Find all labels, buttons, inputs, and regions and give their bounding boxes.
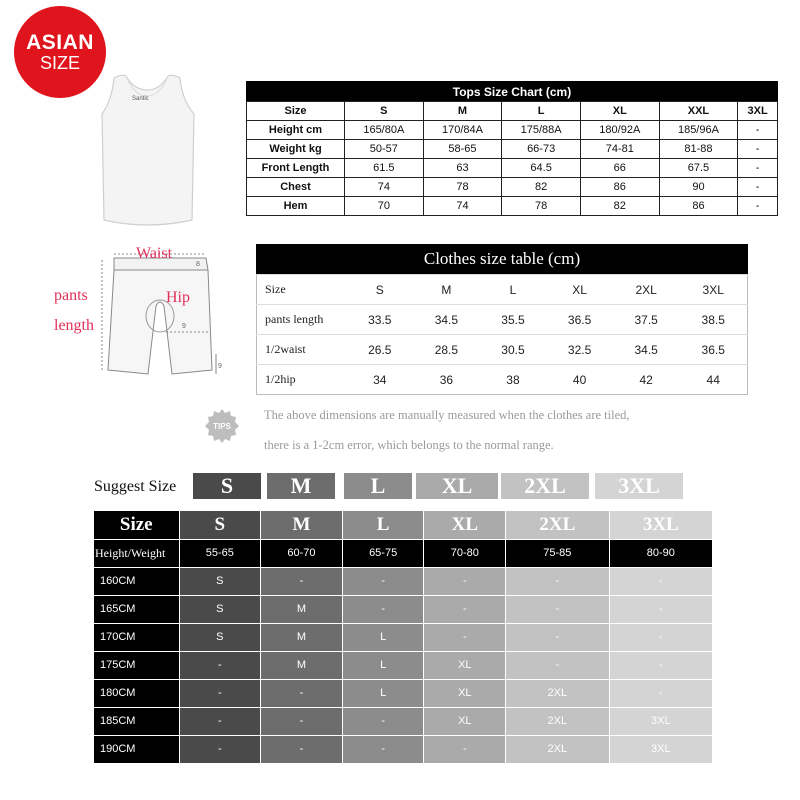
- tops-cell: -: [738, 121, 778, 140]
- grid-size-cell: S: [179, 623, 261, 651]
- tops-cell: 61.5: [345, 159, 424, 178]
- grid-height-label: 180CM: [94, 679, 179, 707]
- clothes-row: [257, 305, 748, 335]
- grid-size-cell: L: [342, 623, 424, 651]
- grid-size-cell: -: [424, 567, 506, 595]
- tops-cell: 66-73: [502, 140, 581, 159]
- grid-size-cell: S: [179, 595, 261, 623]
- grid-size-cell: -: [179, 679, 261, 707]
- clothes-cell: 32.5: [546, 335, 613, 365]
- tops-cell: 165/80A: [345, 121, 424, 140]
- tops-cell: 86: [580, 178, 659, 197]
- tops-cell: 58-65: [423, 140, 502, 159]
- clothes-cell: 38.5: [679, 305, 747, 335]
- grid-size-cell: -: [609, 567, 712, 595]
- grid-size-cell: 2XL: [506, 735, 609, 763]
- grid-size-cell: -: [424, 623, 506, 651]
- tops-cell: 64.5: [502, 159, 581, 178]
- grid-size-cell: -: [424, 735, 506, 763]
- tops-row-label: Hem: [247, 197, 345, 216]
- tops-cell: 170/84A: [423, 121, 502, 140]
- tops-header-cell: L: [502, 102, 581, 121]
- tops-cell: 86: [659, 197, 738, 216]
- tops-header-cell: S: [345, 102, 424, 121]
- vest-illustration: [92, 70, 202, 230]
- tips-line-2: there is a 1-2cm error, which belongs to the normal range.: [264, 438, 554, 452]
- grid-size-header-cell: S: [179, 511, 261, 539]
- suggest-size-chip: M: [267, 473, 335, 499]
- tops-cell: 63: [423, 159, 502, 178]
- grid-size-header-cell: 2XL: [506, 511, 609, 539]
- tops-size-chart: [246, 81, 778, 216]
- grid-size-cell: -: [261, 735, 343, 763]
- grid-corner-cell: Size: [94, 511, 179, 539]
- grid-weight-cell: 80-90: [609, 539, 712, 567]
- tops-cell: 175/88A: [502, 121, 581, 140]
- grid-height-row: [94, 707, 713, 735]
- tops-cell: 180/92A: [580, 121, 659, 140]
- tops-header-cell: XXL: [659, 102, 738, 121]
- clothes-cell: 38: [480, 365, 547, 395]
- tops-cell: -: [738, 197, 778, 216]
- measure-mark-8: 8: [196, 261, 200, 268]
- tops-cell: 70: [345, 197, 424, 216]
- clothes-row: [257, 335, 748, 365]
- size-recommendation-grid: [94, 511, 713, 764]
- grid-size-cell: -: [506, 567, 609, 595]
- grid-size-cell: 3XL: [609, 707, 712, 735]
- clothes-cell: 30.5: [480, 335, 547, 365]
- tops-header-row: [247, 102, 778, 121]
- clothes-cell: 36.5: [546, 305, 613, 335]
- tops-row: [247, 159, 778, 178]
- grid-weight-cell: 75-85: [506, 539, 609, 567]
- suggest-size-chip: 2XL: [501, 473, 589, 499]
- clothes-cell: 37.5: [613, 305, 680, 335]
- grid-size-cell: -: [609, 623, 712, 651]
- grid-size-cell: -: [424, 595, 506, 623]
- tops-cell: 90: [659, 178, 738, 197]
- tips-icon-label: TIPS: [213, 422, 231, 431]
- grid-size-cell: -: [609, 651, 712, 679]
- tops-row: [247, 121, 778, 140]
- clothes-header-cell: L: [480, 275, 547, 305]
- clothes-cell: 28.5: [413, 335, 480, 365]
- tops-cell: 74: [345, 178, 424, 197]
- grid-height-row: [94, 595, 713, 623]
- grid-size-cell: -: [261, 707, 343, 735]
- waist-label: Waist: [136, 245, 173, 262]
- grid-size-cell: 2XL: [506, 707, 609, 735]
- grid-size-cell: L: [342, 679, 424, 707]
- clothes-cell: 36.5: [679, 335, 747, 365]
- tops-row-label: Height cm: [247, 121, 345, 140]
- grid-size-cell: 2XL: [506, 679, 609, 707]
- clothes-header-cell: S: [347, 275, 414, 305]
- grid-size-cell: M: [261, 623, 343, 651]
- suggest-size-label: Suggest Size: [94, 478, 177, 495]
- clothes-cell: 33.5: [347, 305, 414, 335]
- clothes-header-cell: XL: [546, 275, 613, 305]
- suggest-size-chip: L: [344, 473, 412, 499]
- measure-mark-9b: 9: [218, 363, 222, 370]
- tops-cell: 67.5: [659, 159, 738, 178]
- clothes-cell: 26.5: [347, 335, 414, 365]
- grid-height-row: [94, 623, 713, 651]
- badge-line2: SIZE: [39, 52, 80, 73]
- clothes-header-row: [257, 275, 748, 305]
- grid-height-label: 165CM: [94, 595, 179, 623]
- tops-cell: 82: [502, 178, 581, 197]
- grid-size-header-cell: L: [342, 511, 424, 539]
- grid-weight-cell: 65-75: [342, 539, 424, 567]
- tops-cell: -: [738, 159, 778, 178]
- clothes-header-cell: 2XL: [613, 275, 680, 305]
- grid-height-label: 160CM: [94, 567, 179, 595]
- grid-weight-cell: 55-65: [179, 539, 261, 567]
- suggest-size-chip: 3XL: [595, 473, 683, 499]
- grid-size-header-row: [94, 511, 713, 539]
- hip-label: Hip: [166, 289, 190, 306]
- clothes-cell: 42: [613, 365, 680, 395]
- tops-cell: 78: [423, 178, 502, 197]
- grid-size-cell: -: [506, 651, 609, 679]
- grid-height-label: 175CM: [94, 651, 179, 679]
- clothes-cell: 44: [679, 365, 747, 395]
- tops-cell: 78: [502, 197, 581, 216]
- grid-size-cell: -: [506, 595, 609, 623]
- badge-line1: ASIAN: [26, 30, 94, 54]
- grid-height-weight-label: Height/Weight: [94, 539, 179, 567]
- clothes-cell: 36: [413, 365, 480, 395]
- clothes-header-cell: M: [413, 275, 480, 305]
- tops-header-cell: Size: [247, 102, 345, 121]
- grid-size-header-cell: 3XL: [609, 511, 712, 539]
- tops-chart-title: Tops Size Chart (cm): [246, 81, 778, 101]
- shorts-illustration: [96, 246, 226, 386]
- tops-row: [247, 178, 778, 197]
- clothes-cell: 35.5: [480, 305, 547, 335]
- grid-size-cell: -: [342, 707, 424, 735]
- clothes-cell: 40: [546, 365, 613, 395]
- tops-cell: 81-88: [659, 140, 738, 159]
- tops-row: [247, 197, 778, 216]
- grid-size-cell: S: [179, 567, 261, 595]
- tops-cell: 66: [580, 159, 659, 178]
- tips-line-1: The above dimensions are manually measured when the clothes are tiled,: [264, 408, 630, 422]
- grid-size-cell: L: [342, 651, 424, 679]
- grid-height-row: [94, 567, 713, 595]
- grid-size-header-cell: M: [261, 511, 343, 539]
- tops-header-cell: M: [423, 102, 502, 121]
- grid-size-cell: -: [179, 735, 261, 763]
- grid-size-cell: -: [609, 679, 712, 707]
- grid-weight-cell: 70-80: [424, 539, 506, 567]
- clothes-row-label: pants length: [257, 305, 347, 335]
- tops-cell: 185/96A: [659, 121, 738, 140]
- tops-row-label: Chest: [247, 178, 345, 197]
- tops-cell: -: [738, 178, 778, 197]
- grid-size-cell: M: [261, 595, 343, 623]
- tops-cell: 74-81: [580, 140, 659, 159]
- grid-height-label: 185CM: [94, 707, 179, 735]
- clothes-table-title: Clothes size table (cm): [256, 244, 748, 274]
- tops-cell: 50-57: [345, 140, 424, 159]
- measure-mark-9: 9: [182, 323, 186, 330]
- tops-cell: -: [738, 140, 778, 159]
- clothes-cell: 34.5: [413, 305, 480, 335]
- tops-header-cell: 3XL: [738, 102, 778, 121]
- grid-size-cell: -: [506, 623, 609, 651]
- grid-weight-cell: 60-70: [261, 539, 343, 567]
- grid-size-cell: -: [179, 651, 261, 679]
- grid-height-label: 170CM: [94, 623, 179, 651]
- grid-height-row: [94, 679, 713, 707]
- clothes-cell: 34: [347, 365, 414, 395]
- grid-size-cell: XL: [424, 679, 506, 707]
- grid-size-cell: XL: [424, 707, 506, 735]
- vest-brand-logo: Santic: [132, 96, 149, 102]
- grid-size-cell: -: [179, 707, 261, 735]
- tops-row-label: Front Length: [247, 159, 345, 178]
- grid-height-label: 190CM: [94, 735, 179, 763]
- clothes-cell: 34.5: [613, 335, 680, 365]
- clothes-header-cell: 3XL: [679, 275, 747, 305]
- suggest-size-chip: XL: [416, 473, 498, 499]
- length-label: length: [54, 317, 94, 334]
- grid-size-cell: -: [261, 567, 343, 595]
- grid-size-cell: XL: [424, 651, 506, 679]
- suggest-size-chip: S: [193, 473, 261, 499]
- grid-size-cell: -: [342, 567, 424, 595]
- grid-size-cell: -: [261, 679, 343, 707]
- clothes-row-label: 1/2hip: [257, 365, 347, 395]
- clothes-header-cell: Size: [257, 275, 347, 305]
- grid-size-cell: -: [342, 595, 424, 623]
- grid-size-cell: 3XL: [609, 735, 712, 763]
- clothes-size-table: [256, 244, 748, 395]
- grid-height-row: [94, 735, 713, 763]
- grid-height-row: [94, 651, 713, 679]
- grid-size-cell: M: [261, 651, 343, 679]
- grid-size-header-cell: XL: [424, 511, 506, 539]
- tops-row: [247, 140, 778, 159]
- grid-size-cell: -: [342, 735, 424, 763]
- grid-size-cell: -: [609, 595, 712, 623]
- clothes-row: [257, 365, 748, 395]
- clothes-row-label: 1/2waist: [257, 335, 347, 365]
- tops-cell: 82: [580, 197, 659, 216]
- grid-weight-row: [94, 539, 713, 567]
- tops-header-cell: XL: [580, 102, 659, 121]
- tips-icon: [204, 408, 240, 444]
- tops-row-label: Weight kg: [247, 140, 345, 159]
- tops-cell: 74: [423, 197, 502, 216]
- pants-label: pants: [54, 287, 88, 304]
